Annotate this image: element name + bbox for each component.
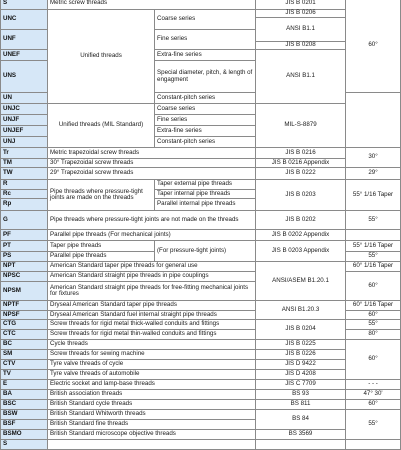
table-row [1, 0, 401, 10]
thread-symbol: S [1, 0, 48, 10]
standard-ref: MIL-S-8879 [256, 104, 346, 148]
thread-symbol: CTG [1, 320, 48, 330]
thread-symbol: TW [1, 168, 48, 180]
thread-group: Unified threads (MIL Standard) [48, 104, 155, 148]
standard-ref: ANSI B1.1 [256, 50, 346, 104]
thread-symbol: UNJF [1, 115, 48, 126]
standard-ref: JIS B 0206 [256, 10, 346, 18]
thread-description: Screw threads for rigid metal thin-walled conduits and fittings [48, 330, 256, 340]
thread-series: Extra-fine series [155, 126, 256, 137]
thread-symbol: PT [1, 241, 48, 252]
standard-ref: JIS B 0201 [256, 0, 346, 10]
thread-angle: 60° 1/16 Taper [346, 301, 401, 311]
thread-symbol: BSC [1, 400, 48, 410]
thread-description: British Standard microscope objective threads [48, 430, 256, 440]
standard-ref: JIS D 9422 [256, 360, 346, 370]
thread-angle: 60° [346, 272, 401, 301]
thread-symbol: BSW [1, 410, 48, 420]
thread-description: Metric screw threads [48, 0, 256, 10]
thread-symbol: UNS [1, 61, 48, 93]
thread-angle-empty [346, 230, 401, 241]
thread-symbol: NPSC [1, 272, 48, 282]
thread-symbol: NPSF [1, 311, 48, 320]
table-row [1, 148, 401, 159]
table-row [1, 180, 401, 190]
thread-series: Fine series [155, 30, 256, 50]
thread-symbol: TV [1, 370, 48, 380]
standard-ref [256, 440, 346, 450]
thread-angle-empty [346, 440, 401, 450]
thread-description: Tyre valve threads of cycle [48, 360, 256, 370]
thread-description: British association threads [48, 390, 256, 400]
standard-ref: JIS B 0225 [256, 340, 346, 350]
thread-group: Unified threads [48, 10, 155, 104]
thread-symbol: PS [1, 252, 48, 262]
thread-description: Metric trapezoidal screw threads [48, 148, 256, 159]
standard-ref: JIS B 0203 [256, 180, 346, 211]
standard-ref: JIS B 0226 [256, 350, 346, 360]
thread-symbol: NPSM [1, 282, 48, 301]
thread-description: British Standard cycle threads [48, 400, 256, 410]
thread-angle: 30° [346, 148, 401, 168]
thread-angle: 80° [346, 330, 401, 340]
standard-ref: JIS C 7709 [256, 380, 346, 390]
thread-description: Cycle threads [48, 340, 256, 350]
thread-angle: 55° [346, 252, 401, 262]
thread-description: Screw threads for sewing machine [48, 350, 256, 360]
standard-ref: ANSI/ASEM B1.20.1 [256, 262, 346, 301]
thread-series: Coarse series [155, 10, 256, 30]
thread-description: Pipe threads where pressure-tight joints are not made on the threads [48, 211, 256, 230]
thread-description: British Standard fine threads [48, 420, 256, 430]
thread-series: Parallel internal pipe threads [155, 199, 256, 211]
thread-angle: - - - [346, 380, 401, 390]
thread-series: (For pressure-tight joints) [155, 241, 256, 262]
table-row [1, 360, 401, 370]
thread-symbol: UNEF [1, 50, 48, 61]
thread-series: Constant-pitch series [155, 93, 256, 104]
thread-angle: 55° 1/16 Taper [346, 241, 401, 252]
thread-angle: 29° [346, 168, 401, 180]
table-row [1, 211, 401, 230]
standard-ref: JIS B 0216 Appendix [256, 159, 346, 168]
table-row [1, 400, 401, 410]
standard-ref: JIS B 0216 [256, 148, 346, 159]
thread-description: Tyre valve threads of automobile [48, 370, 256, 380]
table-row [1, 230, 401, 241]
thread-symbol: R [1, 180, 48, 190]
thread-symbol: PF [1, 230, 48, 241]
thread-symbol: UNJEF [1, 126, 48, 137]
thread-symbol: NPT [1, 262, 48, 272]
thread-description: Dryseal American Standard taper pipe threads [48, 301, 256, 311]
thread-description [48, 440, 256, 450]
thread-description: Electric socket and lamp-base threads [48, 380, 256, 390]
standard-ref: JIS B 0203 Appendix [256, 241, 346, 262]
thread-symbol: BC [1, 340, 48, 350]
thread-description: British Standard Whitworth threads [48, 410, 256, 420]
thread-description: Taper pipe threads [48, 241, 155, 252]
thread-angle: 55° [346, 320, 401, 330]
thread-angle: 60° [346, 0, 401, 93]
table-row [1, 350, 401, 360]
table-row [1, 410, 401, 420]
thread-angle-empty [346, 93, 401, 148]
thread-angle: 60° [346, 340, 401, 380]
thread-description: Dryseal American Standard fuel internal straight pipe threads [48, 311, 256, 320]
standard-ref: ANSI B1.1 [256, 18, 346, 42]
thread-description: Screw threads for rigid metal thick-walled conduits and fittings [48, 320, 256, 330]
thread-symbol: S [1, 440, 48, 450]
standard-ref: JIS B 0222 [256, 168, 346, 180]
table-row [1, 320, 401, 330]
thread-symbol: BSMO [1, 430, 48, 440]
thread-description: American Standard taper pipe threads for general use [48, 262, 256, 272]
thread-angle: 55° [346, 410, 401, 440]
thread-symbol: NPTF [1, 301, 48, 311]
thread-symbol: UNJC [1, 104, 48, 115]
thread-angle: 47° 30' [346, 390, 401, 400]
thread-description: Parallel pipe threads (For mechanical joints) [48, 230, 256, 241]
table-row [1, 440, 401, 450]
standard-ref: BS 84 [256, 410, 346, 430]
thread-series: Constant-pitch series [155, 137, 256, 148]
thread-description: American Standard straight pipe threads in pipe couplings [48, 272, 256, 282]
thread-symbol: CTV [1, 360, 48, 370]
standard-ref: BS 3569 [256, 430, 346, 440]
thread-series: Taper external pipe threads [155, 180, 256, 190]
thread-angle: 60° 1/16 Taper [346, 262, 401, 272]
thread-symbol: UN [1, 93, 48, 104]
table-row [1, 340, 401, 350]
thread-description: American Standard straight pipe threads for free-fitting mechanical joints for fixtures [48, 282, 256, 301]
standard-ref: JIS D 4208 [256, 370, 346, 380]
thread-angle: 55° 1/16 Taper [346, 180, 401, 211]
thread-description: 29° Trapezoidal screw threads [48, 168, 256, 180]
thread-symbol: Tr [1, 148, 48, 159]
table-row [1, 430, 401, 440]
thread-symbol: TM [1, 159, 48, 168]
standard-ref: JIS B 0204 [256, 320, 346, 340]
thread-symbol: SM [1, 350, 48, 360]
thread-symbol: UNF [1, 30, 48, 50]
thread-series: Coarse series [155, 104, 256, 115]
thread-symbol: BSF [1, 420, 48, 430]
standard-ref: BS 811 [256, 400, 346, 410]
thread-symbol: UNJ [1, 137, 48, 148]
table-row [1, 262, 401, 272]
table-row [1, 104, 401, 115]
thread-symbol: E [1, 380, 48, 390]
thread-angle: 60° [346, 400, 401, 410]
thread-symbol: G [1, 211, 48, 230]
standard-ref: ANSI B1.20.3 [256, 301, 346, 320]
thread-angle: 60° [346, 311, 401, 320]
table-row [1, 370, 401, 380]
thread-angle: 55° [346, 211, 401, 230]
thread-symbol: CTC [1, 330, 48, 340]
thread-description: Parallel pipe threads [48, 252, 155, 262]
thread-series: Fine series [155, 115, 256, 126]
thread-symbol: Rc [1, 190, 48, 199]
thread-series: Taper internal pipe threads [155, 190, 256, 199]
table-row [1, 10, 401, 18]
table-row [1, 241, 401, 252]
standard-ref: JIS B 0208 [256, 42, 346, 50]
table-row [1, 159, 401, 168]
standard-ref: JIS B 0202 Appendix [256, 230, 346, 241]
thread-series: Special diameter, pitch, & length of engagment [155, 61, 256, 93]
standard-ref: JIS B 0202 [256, 211, 346, 230]
thread-symbol: UNC [1, 10, 48, 30]
table-row [1, 390, 401, 400]
standard-ref: BS 93 [256, 390, 346, 400]
thread-description: 30° Trapezoidal screw threads [48, 159, 256, 168]
thread-group: Pipe threads where pressure-tight joints are made on the threads [48, 180, 155, 211]
thread-series: Extra-fine series [155, 50, 256, 61]
table-row [1, 168, 401, 180]
table-row [1, 301, 401, 311]
thread-symbol: Rp [1, 199, 48, 211]
table-row [1, 380, 401, 390]
thread-symbol: BA [1, 390, 48, 400]
